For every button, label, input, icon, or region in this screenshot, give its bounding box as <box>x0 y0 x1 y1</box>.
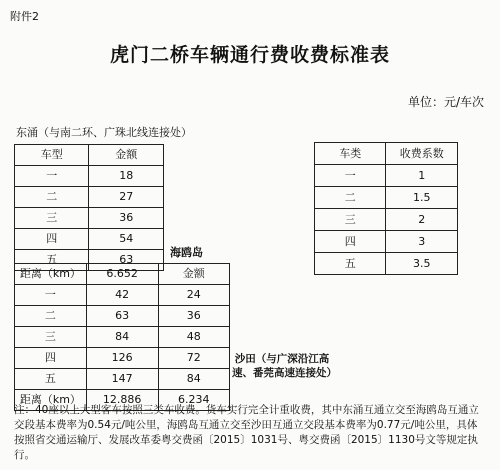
table-row <box>315 209 458 231</box>
cell-amount-a: 84 <box>86 327 158 348</box>
cell-amount: 18 <box>89 166 164 187</box>
table-row <box>15 327 230 348</box>
cell-type: 三 <box>15 208 89 229</box>
cell-type: 二 <box>15 187 89 208</box>
table-row <box>15 285 230 306</box>
cell-amount: 27 <box>89 187 164 208</box>
cell-type: 五 <box>315 253 386 275</box>
distance-value: 6.652 <box>86 264 158 285</box>
cell-amount-a: 147 <box>86 369 158 390</box>
cell-amount: 63 <box>89 250 164 271</box>
cell-amount-a: 63 <box>86 306 158 327</box>
cell-coef: 1.5 <box>386 187 458 209</box>
col-header-amount: 金额 <box>89 145 164 166</box>
table-header-row <box>315 143 458 165</box>
distance-value: 12.886 <box>86 390 158 411</box>
page-title: 虎门二桥车辆通行费收费标准表 <box>109 44 390 66</box>
col-header-coef: 收费系数 <box>386 143 458 165</box>
cell-type: 一 <box>315 165 386 187</box>
cell-type: 四 <box>315 231 386 253</box>
cell-type: 二 <box>315 187 386 209</box>
table-row <box>15 166 164 187</box>
cell-coef: 3.5 <box>386 253 458 275</box>
cell-amount-a: 42 <box>86 285 158 306</box>
table-row <box>15 306 230 327</box>
table-header-row <box>15 145 164 166</box>
cell-coef: 3 <box>386 231 458 253</box>
table-row <box>15 264 230 285</box>
table-row <box>315 165 458 187</box>
cell-amount-a: 126 <box>86 348 158 369</box>
dongchong-label: 东涌（与南二环、广珠北线连接处） <box>16 126 192 139</box>
cell-amount-b: 84 <box>158 369 230 390</box>
table-row <box>15 187 164 208</box>
footnote: 注：40座以上大型客车按照三类车收费。货车实行完全计重收费，其中东涌互通立交至海鸥岛互通立交段基本费率为0.54元/吨公里，海鸥岛互通立交至沙田互通立交段基本费率为0.77元/吨公里，具体按照省交通运输厅、发展改革委粤交费函〔2015〕1031号、粤交费函〔2015〕1130号文等规定执行。 <box>14 404 479 461</box>
cell-type: 一 <box>15 285 87 306</box>
table-row <box>15 348 230 369</box>
cell-type: 三 <box>15 327 87 348</box>
distance-label: 距离（km） <box>15 264 87 285</box>
haiou-label: 海鸥岛 <box>170 246 203 259</box>
cell-type: 五 <box>15 369 87 390</box>
cell-type: 二 <box>15 306 87 327</box>
col-header-type: 车类 <box>315 143 386 165</box>
distance-label: 距离（km） <box>15 390 87 411</box>
distance-value: 6.234 <box>158 390 230 411</box>
cell-amount: 36 <box>89 208 164 229</box>
cell-type: 一 <box>15 166 89 187</box>
cell-type: 四 <box>15 348 87 369</box>
col-header-type: 车型 <box>15 145 89 166</box>
table-row <box>15 229 164 250</box>
col-header-amount: 金额 <box>158 264 230 285</box>
cell-amount-b: 36 <box>158 306 230 327</box>
cell-amount-b: 24 <box>158 285 230 306</box>
dongchong-table <box>14 144 164 271</box>
coefficient-table <box>314 142 458 275</box>
shatian-label: 沙田（与广深沿江高速、番莞高速连接处） <box>232 353 337 379</box>
cell-coef: 1 <box>386 165 458 187</box>
table-row <box>315 187 458 209</box>
table-row <box>15 369 230 390</box>
cell-amount-b: 72 <box>158 348 230 369</box>
table-row <box>315 253 458 275</box>
cell-type: 五 <box>15 250 89 271</box>
cell-type: 三 <box>315 209 386 231</box>
cell-amount-b: 48 <box>158 327 230 348</box>
cell-type: 四 <box>15 229 89 250</box>
haiou-table <box>14 263 230 411</box>
cell-coef: 2 <box>386 209 458 231</box>
table-row <box>15 208 164 229</box>
attachment-label: 附件2 <box>10 10 39 23</box>
cell-amount: 54 <box>89 229 164 250</box>
unit-label: 单位：元/车次 <box>407 95 484 109</box>
table-row <box>315 231 458 253</box>
